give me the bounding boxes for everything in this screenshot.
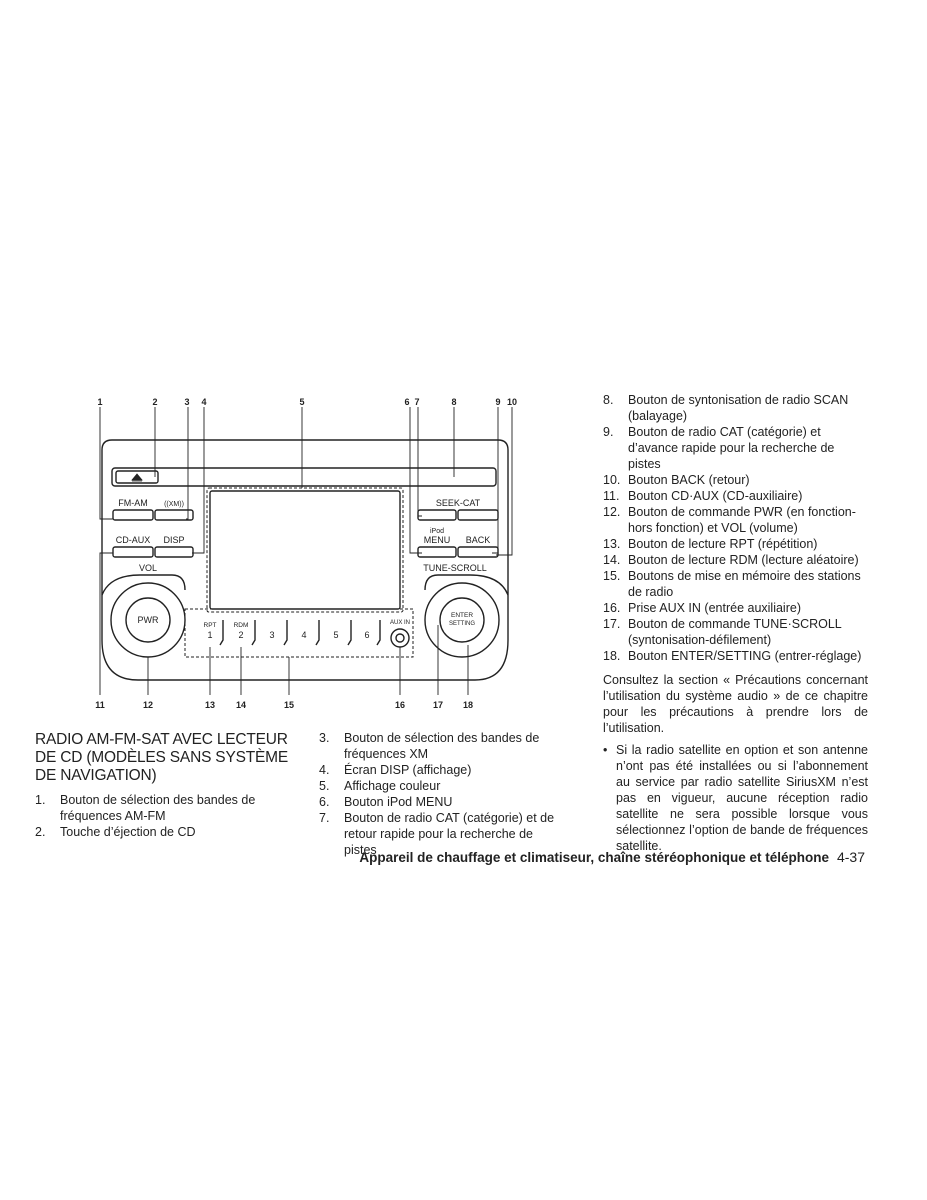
label-ipod: iPod bbox=[429, 528, 445, 535]
label-fm-am: FM-AM bbox=[118, 498, 148, 508]
callout-2: 2 bbox=[152, 397, 158, 407]
bullet-dot: • bbox=[603, 743, 608, 757]
callout-14: 14 bbox=[235, 700, 247, 710]
callout-1: 1 bbox=[97, 397, 103, 407]
list-column-1 bbox=[35, 792, 300, 840]
list-item: 1. Bouton de sélection des bandes de fréquences AM-FM bbox=[35, 793, 256, 823]
back-button bbox=[458, 547, 498, 557]
callout-10: 10 bbox=[506, 397, 518, 407]
label-vol: VOL bbox=[138, 563, 158, 573]
label-rdm: RDM bbox=[233, 622, 249, 629]
list-item: 16. Prise AUX IN (entrée auxiliaire) bbox=[603, 601, 801, 615]
preset-1: 1 bbox=[207, 630, 213, 640]
cd-aux-button bbox=[113, 547, 153, 557]
callout-6: 6 bbox=[404, 397, 410, 407]
label-disp: DISP bbox=[163, 535, 185, 545]
preset-3: 3 bbox=[269, 630, 275, 640]
label-rpt: RPT bbox=[203, 622, 217, 629]
ipod-menu-button bbox=[418, 547, 456, 557]
list-item: 13. Bouton de lecture RPT (répétition) bbox=[603, 537, 818, 551]
callout-15: 15 bbox=[283, 700, 295, 710]
callout-13: 13 bbox=[204, 700, 216, 710]
preset-4: 4 bbox=[301, 630, 307, 640]
preset-2: 2 bbox=[238, 630, 244, 640]
callout-18: 18 bbox=[462, 700, 474, 710]
section-heading: RADIO AM-FM-SAT AVEC LECTEUR DE CD (MODÈLES SANS SYSTÈME DE NAVIGATION) bbox=[35, 731, 288, 784]
disp-button bbox=[155, 547, 193, 557]
label-back: BACK bbox=[465, 535, 491, 545]
color-display bbox=[210, 491, 400, 609]
eject-icon bbox=[132, 474, 142, 481]
list-item: 14. Bouton de lecture RDM (lecture aléatoire) bbox=[603, 553, 859, 567]
page-footer bbox=[300, 849, 865, 865]
list-item: 9. Bouton de radio CAT (catégorie) et d’avance rapide pour la recherche de pistes bbox=[603, 425, 835, 471]
callout-4: 4 bbox=[201, 397, 207, 407]
callout-5: 5 bbox=[299, 397, 305, 407]
label-aux-in: AUX IN bbox=[389, 620, 411, 626]
preset-5: 5 bbox=[333, 630, 339, 640]
list-column-2 bbox=[319, 730, 569, 858]
callout-7: 7 bbox=[414, 397, 420, 407]
list-item: 10. Bouton BACK (retour) bbox=[603, 473, 750, 487]
xm-button bbox=[155, 510, 193, 520]
list-item: 8. Bouton de syntonisation de radio SCAN (balayage) bbox=[603, 393, 849, 423]
label-enter: ENTER bbox=[450, 612, 474, 619]
list-item: 5. Affichage couleur bbox=[319, 779, 441, 793]
label-menu: MENU bbox=[423, 535, 451, 545]
page-number: 4-37 bbox=[836, 849, 865, 865]
aux-in-jack bbox=[391, 629, 409, 647]
list-item: 7. Bouton de radio CAT (catégorie) et de retour rapide pour la recherche de pistes bbox=[319, 811, 555, 857]
radio-panel-diagram bbox=[80, 395, 535, 720]
list-item: 18. Bouton ENTER/SETTING (entrer-réglage) bbox=[603, 649, 862, 663]
callout-12: 12 bbox=[142, 700, 154, 710]
list-item: 3. Bouton de sélection des bandes de fréquences XM bbox=[319, 731, 540, 761]
callout-9: 9 bbox=[495, 397, 501, 407]
label-xm: ((XM)) bbox=[164, 501, 184, 508]
cd-slot bbox=[112, 468, 496, 486]
fm-am-button bbox=[113, 510, 153, 520]
seek-cat-forward-button bbox=[458, 510, 498, 520]
footer-title: Appareil de chauffage et climatiseur, chaîne stéréophonique et téléphone bbox=[359, 850, 829, 865]
callout-8: 8 bbox=[451, 397, 457, 407]
list-item: 12. Bouton de commande PWR (en fonction-hors fonction) et VOL (volume) bbox=[603, 505, 856, 535]
callout-16: 16 bbox=[394, 700, 406, 710]
panel-outline bbox=[102, 440, 508, 680]
list-item: 4. Écran DISP (affichage) bbox=[319, 763, 472, 777]
callout-11: 11 bbox=[95, 700, 105, 710]
callout-17: 17 bbox=[432, 700, 444, 710]
list-item: 6. Bouton iPod MENU bbox=[319, 795, 453, 809]
label-cd-aux: CD-AUX bbox=[115, 535, 151, 545]
list-item: 15. Boutons de mise en mémoire des stations de radio bbox=[603, 569, 861, 599]
precautions-paragraph: Consultez la section « Précautions concernant l’utilisation du système audio » de ce chapitre pour les précautions à prendre lors de l’utilisation. bbox=[603, 673, 868, 735]
list-item: 2. Touche d’éjection de CD bbox=[35, 825, 196, 839]
label-seek-cat: SEEK-CAT bbox=[435, 498, 481, 508]
callout-3: 3 bbox=[184, 397, 190, 407]
list-column-3 bbox=[603, 392, 868, 854]
label-tune-scroll: TUNE-SCROLL bbox=[423, 563, 487, 573]
tune-scroll-knob bbox=[425, 583, 499, 657]
label-pwr: PWR bbox=[137, 615, 159, 625]
preset-6: 6 bbox=[364, 630, 370, 640]
label-setting: SETTING bbox=[448, 621, 476, 627]
bullet-note: • Si la radio satellite en option et son antenne n’ont pas été installées ou si l’abonnement au service par radio satellite SiriusXM n’est pas en vigueur, aucune réception radio satellite ne sera possible lorsque vous sélectionnez l’option de bande de fréquences satellite. bbox=[603, 743, 868, 853]
seek-cat-back-button bbox=[418, 510, 456, 520]
list-item: 17. Bouton de commande TUNE·SCROLL (syntonisation-défilement) bbox=[603, 617, 842, 647]
list-item: 11. Bouton CD·AUX (CD-auxiliaire) bbox=[603, 489, 803, 503]
